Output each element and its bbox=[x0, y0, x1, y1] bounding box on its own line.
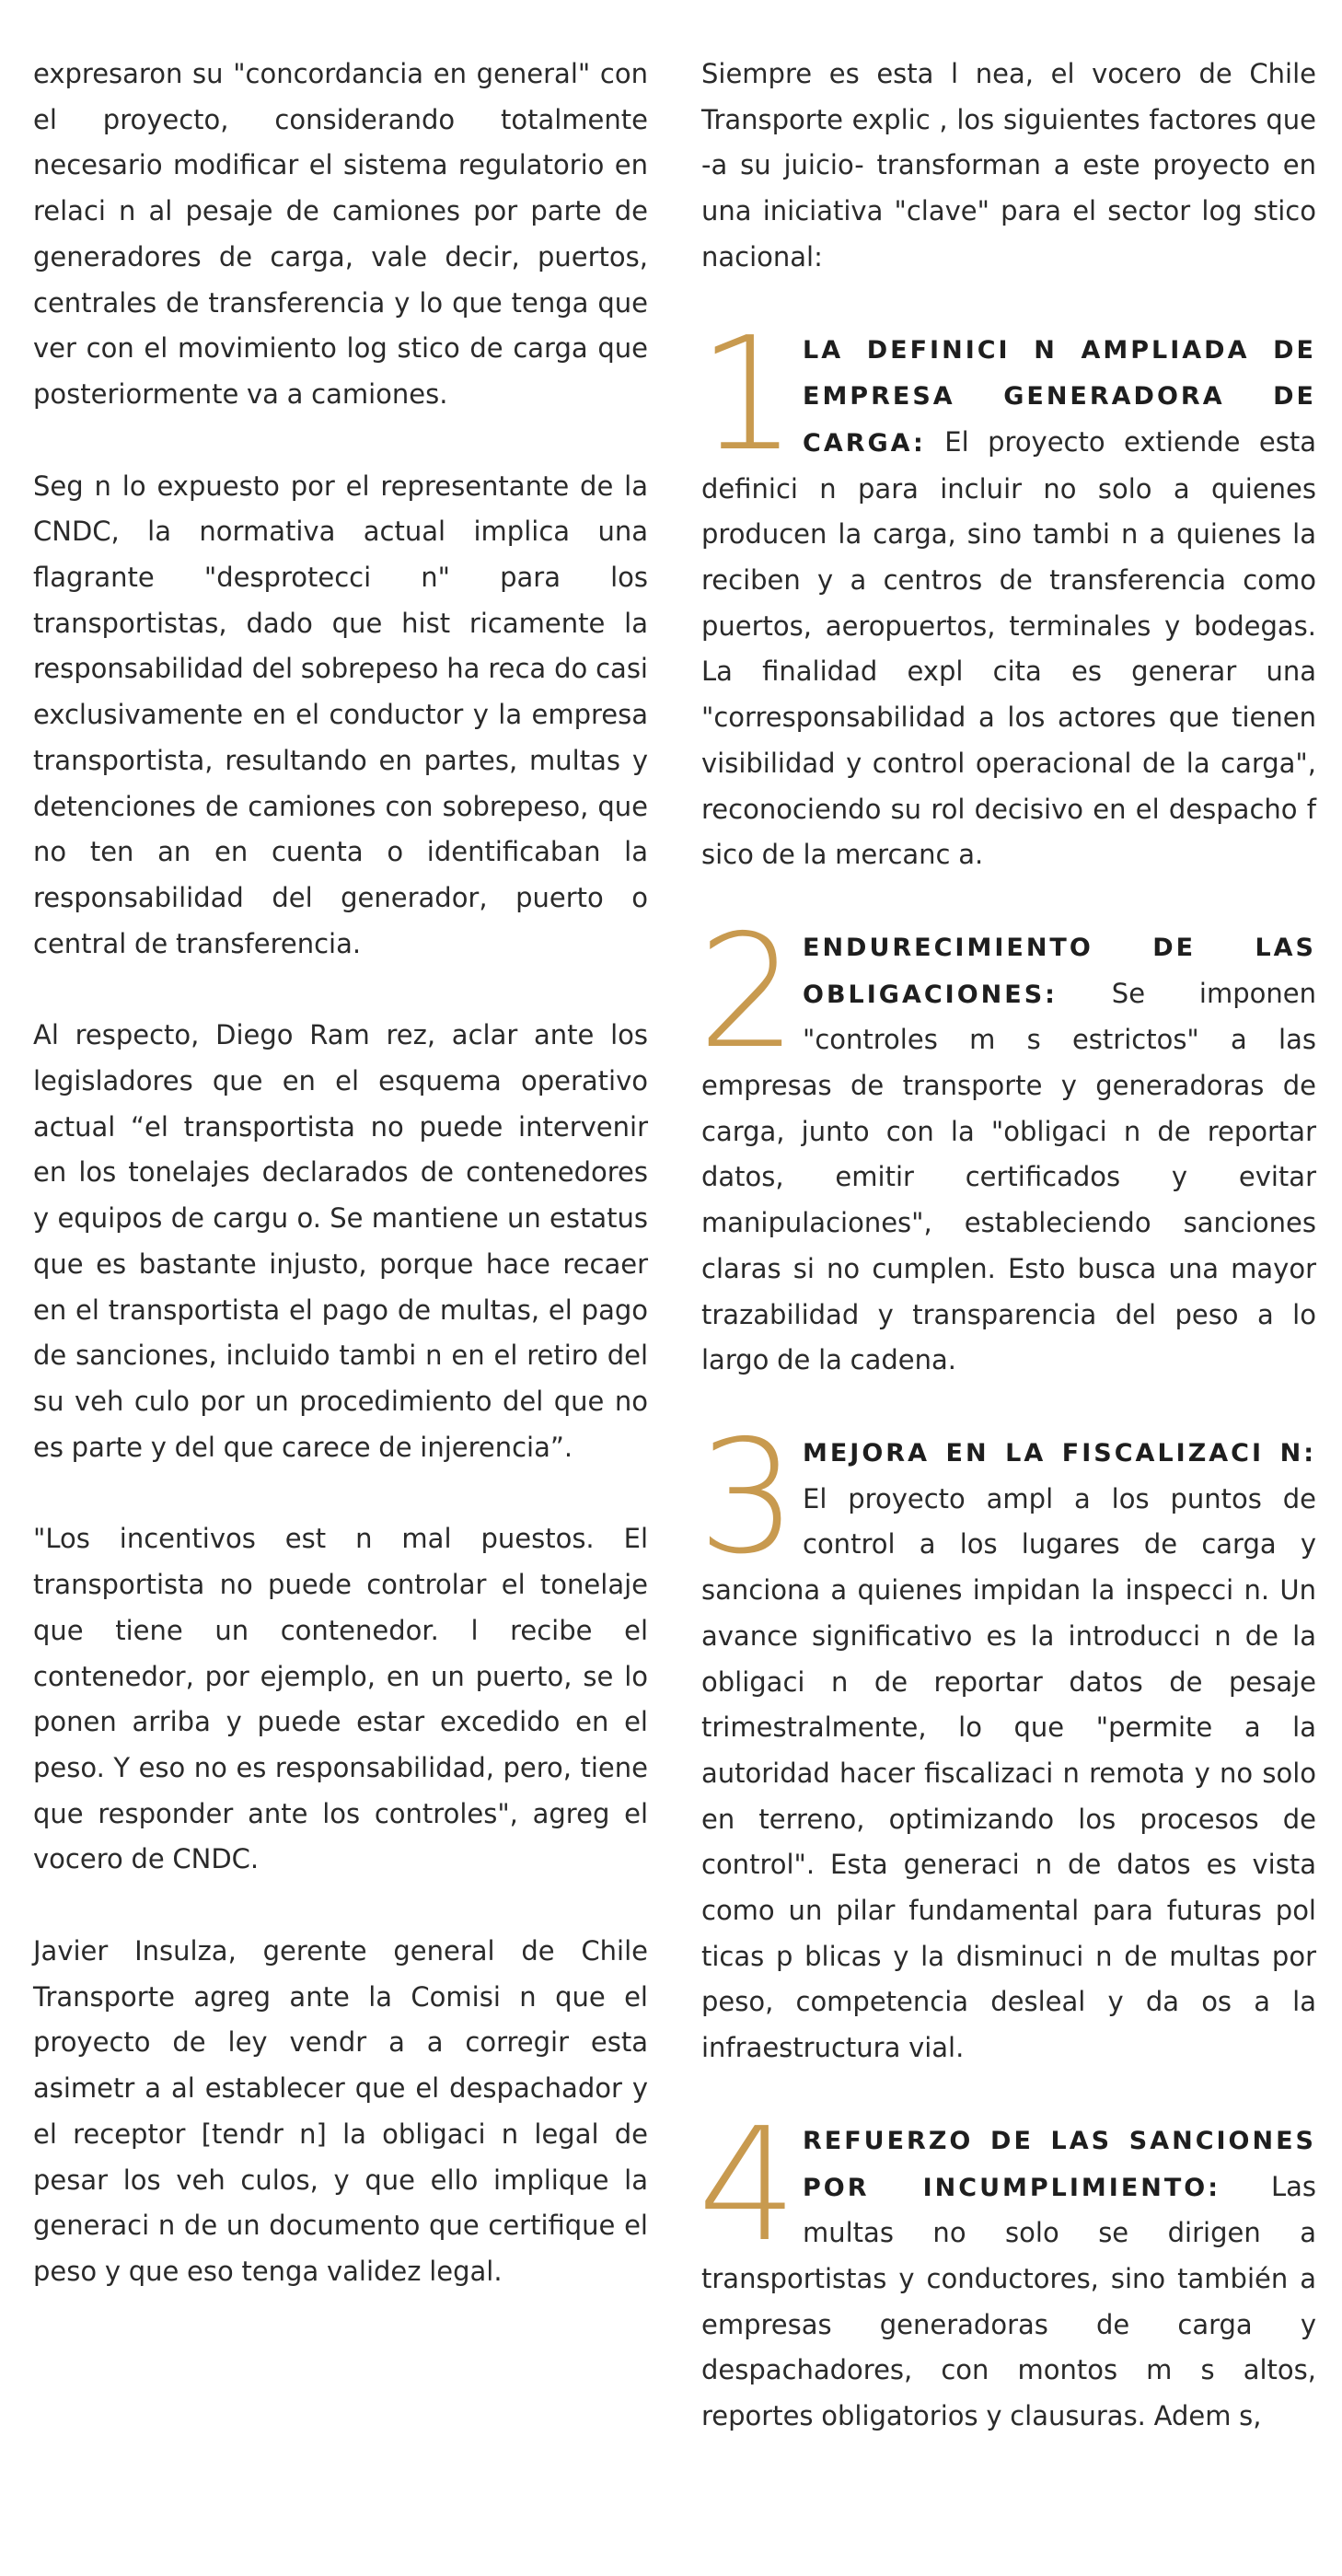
item-number-1: 1 bbox=[698, 303, 792, 486]
item-text-2 bbox=[701, 924, 1316, 1384]
item-body-4: Las multas no solo se dirigen a transportistas y conductores, sino también a empresas generadoras de carga y despachadores, con montos m s altos, reportes obligatorios y clausuras. Adem s, bbox=[701, 2170, 1316, 2432]
item-text-4 bbox=[701, 2118, 1316, 2440]
item-body-3: El proyecto ampl a los puntos de control a los lugares de carga y sanciona a quienes impidan la inspecci n. Un avance significativo es la introducci n de la obligaci n de reportar datos de pesaje trimestralmente, lo que "permite a la autoridad hacer fiscalizaci n remota y no solo en terreno, optimizando los procesos de control". Esta generaci n de datos es vista como un pilar fundamental para futuras pol ticas p blicas y la disminuci n de multas por peso, competencia desleal y da os a la infraestructura vial. bbox=[701, 1482, 1316, 2064]
left-paragraph: expresaron su "concordancia en general" con el proyecto, considerando totalmente necesario modificar el sistema regulatorio en relaci n al pesaje de camiones por parte de generadores de carga, vale decir, puertos, centrales de transferencia y lo que tenga que ver con el movimiento log stico de carga que posteriormente va a camiones. bbox=[33, 58, 648, 410]
left-column bbox=[33, 52, 648, 2341]
right-column bbox=[698, 52, 1316, 2486]
item-text-3 bbox=[701, 1430, 1316, 2071]
left-paragraph: Al respecto, Diego Ram rez, aclar ante los legisladores que en el esquema operativo actual “el transportista no puede intervenir en los tonelajes declarados de contenedores y equipos de cargu o. Se mantiene un estatus que es bastante injusto, porque hace recaer en el transportista el pago de multas, el pago de sanciones, incluido tambi n en el retiro del su veh culo por un procedimiento del que no es parte y del que carece de injerencia”. bbox=[33, 1019, 648, 1463]
list-item-1 bbox=[698, 303, 1316, 878]
item-text-1 bbox=[701, 327, 1316, 878]
item-body-1: El proyecto extiende esta definici n para incluir no solo a quienes producen la carga, sino tambi n a quienes la reciben y a centros de transferencia como puertos, aeropuertos, terminales y bodegas. La finalidad expl cita es generar una "corresponsabilidad a los actores que tienen visibilidad y control operacional de la carga", reconociendo su rol decisivo en el despacho f sico de la mercanc a. bbox=[701, 425, 1316, 871]
list-item-3 bbox=[698, 1406, 1316, 2071]
left-paragraph: Javier Insulza, gerente general de Chile Transporte agreg ante la Comisi n que el proyecto de ley vendr a a corregir esta asimetr a al establecer que el despachador y el receptor [tendr n] la obligaci n legal de pesar los veh culos, y que ello implique la generaci n de un documento que certifique el peso y que eso tenga validez legal. bbox=[33, 1935, 648, 2287]
list-item-2 bbox=[698, 900, 1316, 1384]
item-heading-4: REFUERZO DE LAS SANCIONES POR INCUMPLIMIENTO: bbox=[803, 2126, 1316, 2202]
item-heading-1: LA DEFINICI N AMPLIADA DE EMPRESA GENERADORA DE CARGA: bbox=[803, 335, 1316, 458]
intro-paragraph: Siempre es esta l nea, el vocero de Chile Transporte explic , los siguientes factores que -a su juicio- transforman a este proyecto en una iniciativa "clave" para el sector log stico nacional: bbox=[701, 58, 1316, 273]
item-heading-2: ENDURECIMIENTO DE LAS OBLIGACIONES: bbox=[803, 933, 1316, 1009]
item-body-2: Se imponen "controles m s estrictos" a las empresas de transporte y generadoras de carga, junto con la "obligaci n de reportar datos, emitir certificados y evitar manipulaciones", estableciendo sanciones claras si no cumplen. Esto busca una mayor trazabilidad y transparencia del peso a lo largo de la cadena. bbox=[701, 977, 1316, 1376]
item-number-4: 4 bbox=[698, 2094, 792, 2277]
list-item-4 bbox=[698, 2094, 1316, 2440]
left-paragraph: Seg n lo expuesto por el representante de la CNDC, la normativa actual implica una flagrante "desprotecci n" para los transportistas, dado que hist ricamente la responsabilidad del sobrepeso ha reca do casi exclusivamente en el conductor y la empresa transportista, resultando en partes, multas y detenciones de camiones con sobrepeso, que no ten an en cuenta o identificaban la responsabilidad del generador, puerto o central de transferencia. bbox=[33, 470, 648, 959]
left-paragraph: "Los incentivos est n mal puestos. El transportista no puede controlar el tonelaje que tiene un contenedor. l recibe el contenedor, por ejemplo, en un puerto, se lo ponen arriba y puede estar excedido en el peso. Y eso no es responsabilidad, pero, tiene que responder ante los controles", agreg el vocero de CNDC. bbox=[33, 1523, 648, 1875]
item-number-3: 3 bbox=[698, 1406, 792, 1589]
item-number-2: 2 bbox=[698, 900, 792, 1084]
item-heading-3: MEJORA EN LA FISCALIZACI N: bbox=[803, 1438, 1316, 1468]
